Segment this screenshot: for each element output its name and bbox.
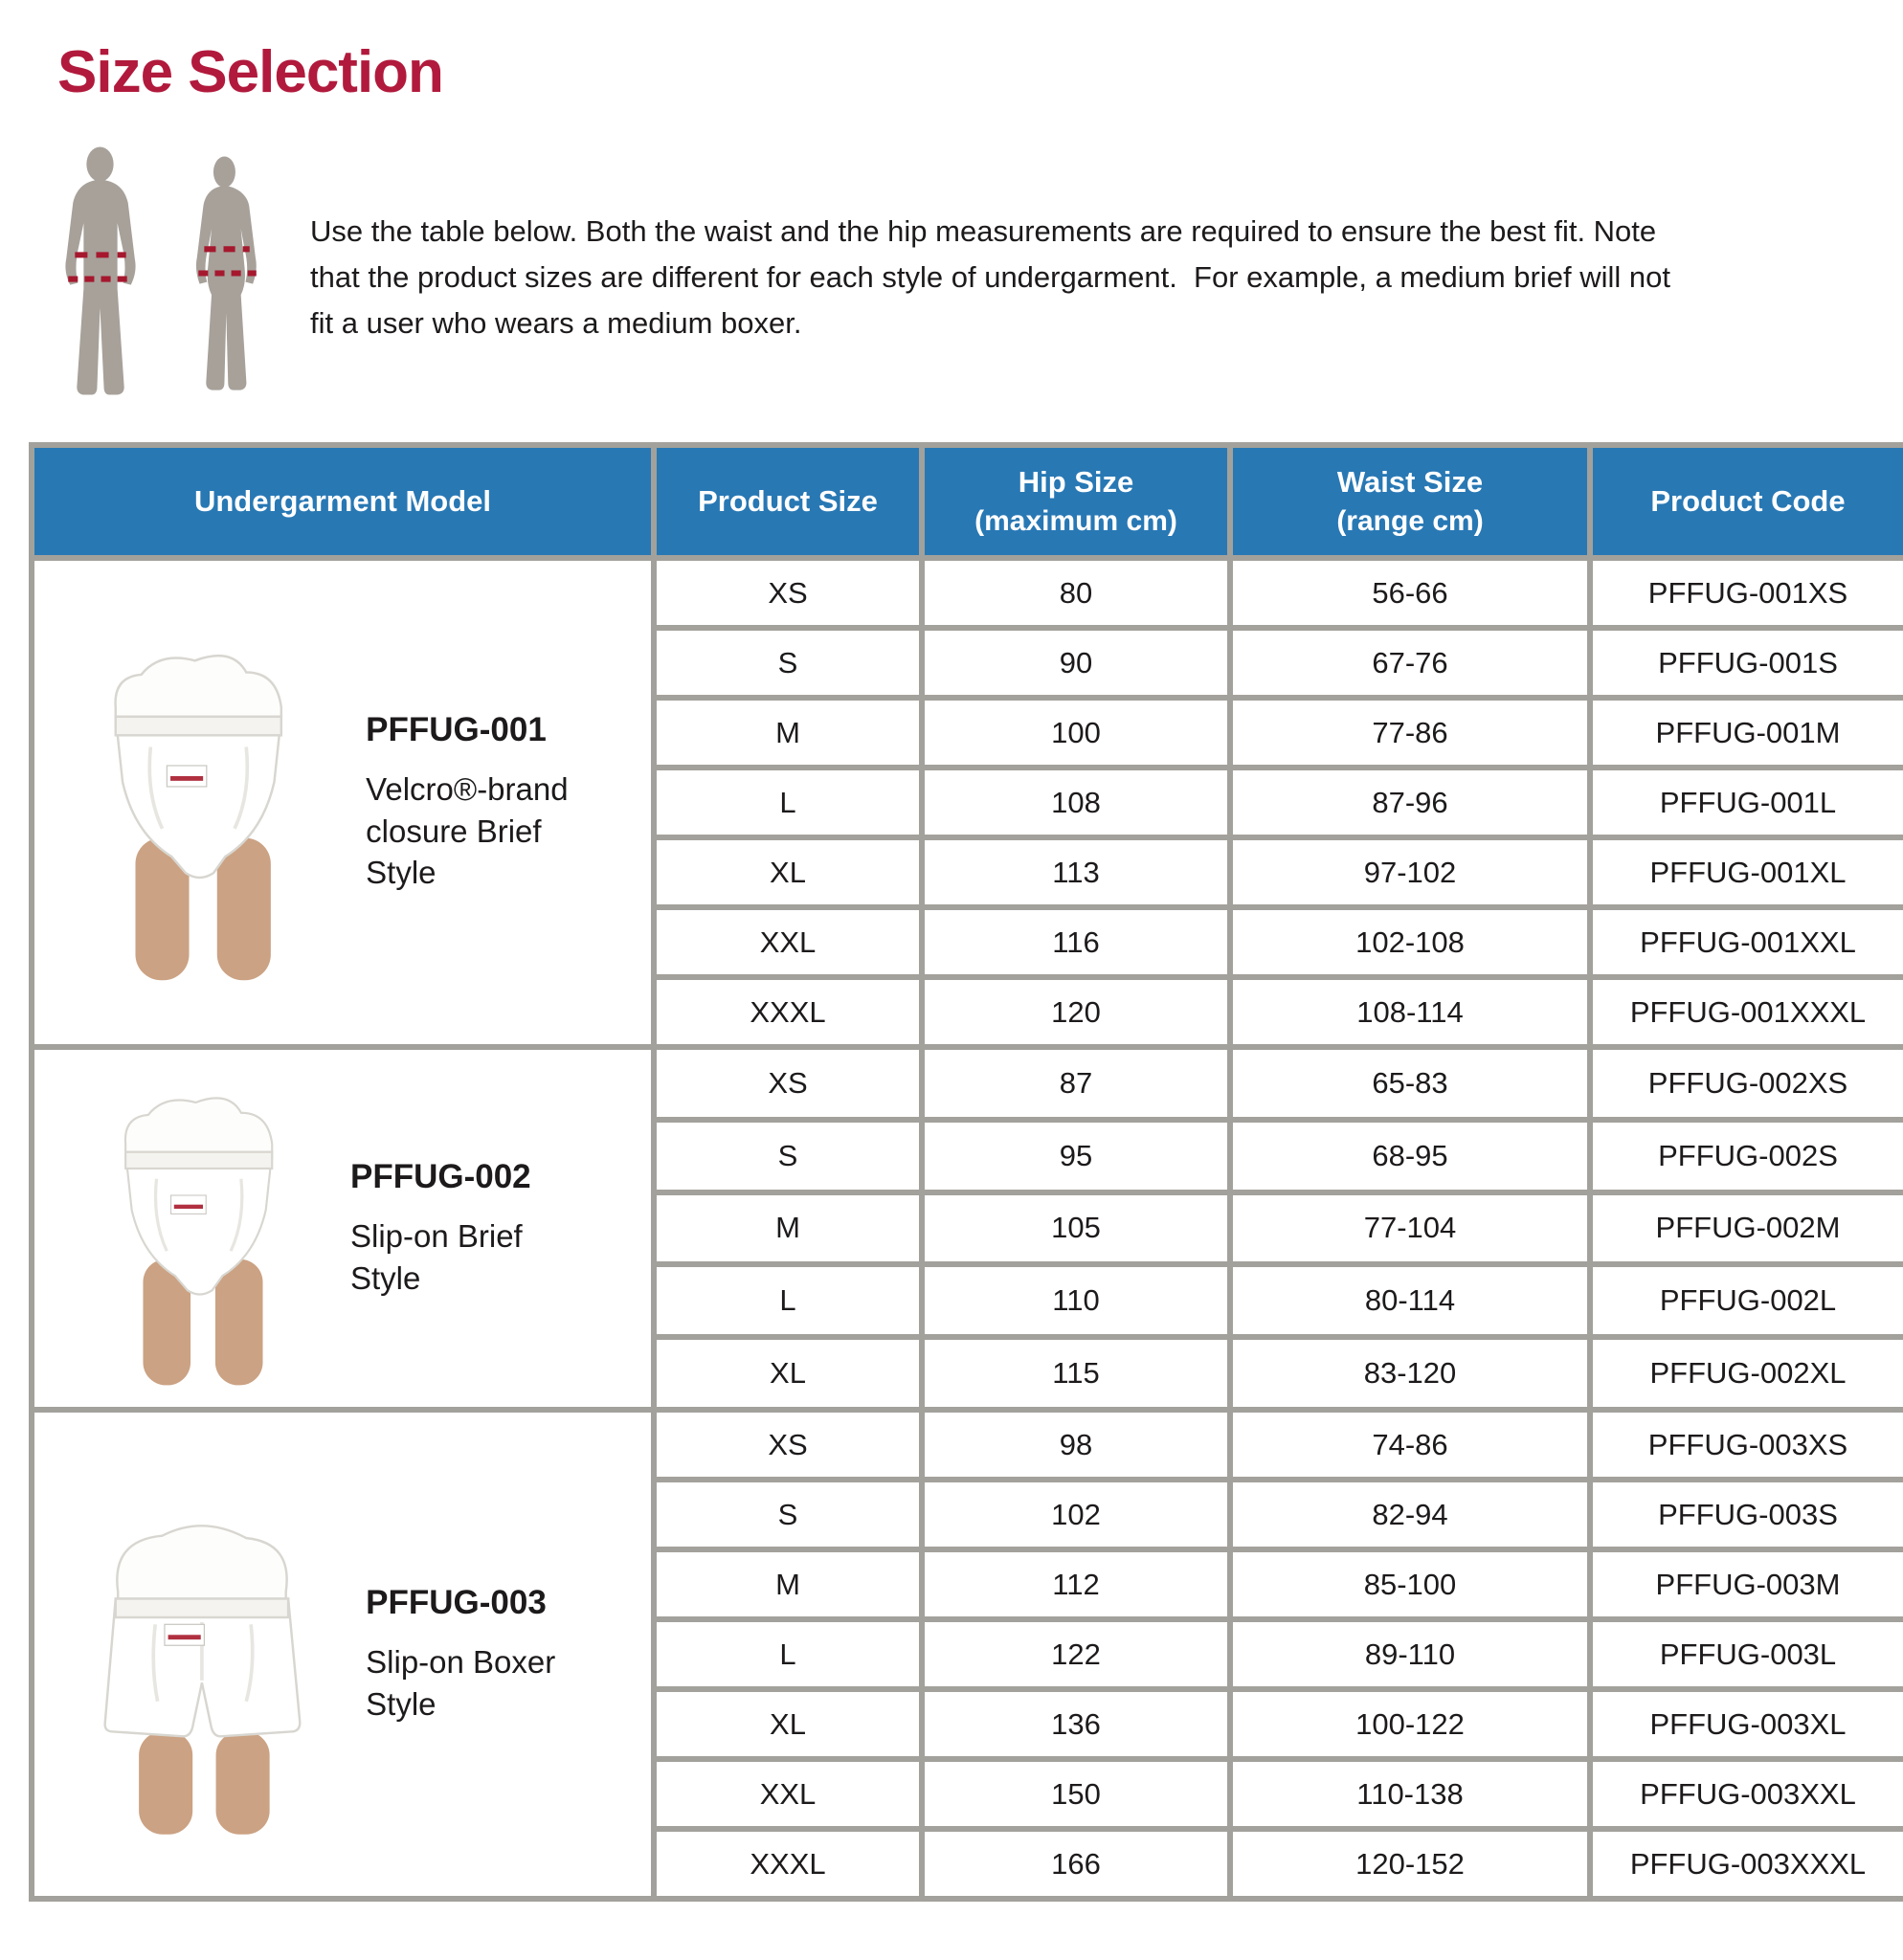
col-header-hip-size <box>925 448 1227 555</box>
col-header-label: Product Size <box>698 483 878 518</box>
waist-size-cell: 110-138 <box>1233 1762 1587 1826</box>
waist-size-cell: 102-108 <box>1233 910 1587 974</box>
slip-on-boxer-photo <box>69 1468 337 1841</box>
model-text <box>350 1158 601 1299</box>
product-code-cell: PFFUG-003M <box>1593 1552 1903 1616</box>
model-style: Velcro®-brand closure Brief Style <box>366 771 569 891</box>
hip-size-cell: 108 <box>925 770 1227 835</box>
col-header-label: Hip Size <box>1018 465 1134 500</box>
col-header-undergarment-model <box>34 448 651 555</box>
waist-size-cell: 68-95 <box>1233 1123 1587 1190</box>
product-code-cell: PFFUG-002L <box>1593 1267 1903 1334</box>
hip-size-cell: 105 <box>925 1195 1227 1262</box>
page-title: Size Selection <box>57 39 443 105</box>
model-code: PFFUG-002 <box>349 1157 531 1195</box>
model-cell-pffug-003 <box>34 1413 651 1896</box>
product-code-cell: PFFUG-001XXXL <box>1593 980 1903 1044</box>
size-row-pffug-002-xs <box>34 1050 1903 1117</box>
table-header <box>34 448 1903 555</box>
model-code: PFFUG-001 <box>366 711 547 749</box>
waist-size-cell: 67-76 <box>1233 631 1587 695</box>
waist-size-cell: 77-104 <box>1233 1195 1587 1262</box>
slip-on-boxer-photo <box>69 1468 337 1841</box>
velcro-closure-brief-photo <box>69 616 337 990</box>
hip-size-cell: 87 <box>925 1050 1227 1117</box>
hip-size-cell: 110 <box>925 1267 1227 1334</box>
size-selection-table <box>29 442 1903 1902</box>
hip-size-cell: 136 <box>925 1692 1227 1756</box>
product-size-cell: XL <box>657 1340 919 1407</box>
product-code-cell: PFFUG-002S <box>1593 1123 1903 1190</box>
hip-size-cell: 113 <box>925 840 1227 904</box>
model-info <box>42 1468 643 1841</box>
slip-on-brief-photo <box>84 1063 322 1393</box>
col-header-label: Undergarment Model <box>193 483 492 518</box>
product-size-cell: L <box>657 1267 919 1334</box>
slip-on-brief-photo <box>84 1063 322 1393</box>
hip-size-cell: 122 <box>925 1622 1227 1686</box>
size-row-pffug-001-xs <box>34 561 1903 625</box>
waist-size-cell: 100-122 <box>1233 1692 1587 1756</box>
hip-size-cell: 80 <box>925 561 1227 625</box>
model-cell-pffug-001 <box>34 561 651 1044</box>
product-code-cell: PFFUG-003L <box>1593 1622 1903 1686</box>
hip-size-cell: 100 <box>925 701 1227 765</box>
product-size-cell: S <box>657 631 919 695</box>
product-size-cell: L <box>657 770 919 835</box>
hip-size-cell: 115 <box>925 1340 1227 1407</box>
product-size-cell: XXL <box>657 1762 919 1826</box>
product-code-cell: PFFUG-003S <box>1593 1482 1903 1547</box>
hip-size-cell: 102 <box>925 1482 1227 1547</box>
product-size-cell: XXXL <box>657 1832 919 1896</box>
product-size-cell: L <box>657 1622 919 1686</box>
waist-size-cell: 80-114 <box>1233 1267 1587 1334</box>
body-silhouettes-figure <box>40 145 281 402</box>
waist-size-cell: 97-102 <box>1233 840 1587 904</box>
hip-size-cell: 112 <box>925 1552 1227 1616</box>
product-size-cell: S <box>657 1482 919 1547</box>
col-header-product-code <box>1593 448 1903 555</box>
product-size-cell: S <box>657 1123 919 1190</box>
model-info <box>42 1063 643 1393</box>
waist-size-cell: 77-86 <box>1233 701 1587 765</box>
col-header-product-size <box>657 448 919 555</box>
product-size-cell: XS <box>657 561 919 625</box>
waist-size-cell: 87-96 <box>1233 770 1587 835</box>
waist-size-cell: 65-83 <box>1233 1050 1587 1117</box>
product-code-cell: PFFUG-003XL <box>1593 1692 1903 1756</box>
product-code-cell: PFFUG-002XS <box>1593 1050 1903 1117</box>
model-style: Slip-on Brief Style <box>349 1217 523 1296</box>
intro-section <box>40 145 1698 402</box>
intro-text: Use the table below. Both the waist and the hip measurements are required to ensure the best fit. Note that the product sizes are different for each style of undergarment. For example, a medium brief will not fit a user who wears a medium boxer. <box>310 214 1679 341</box>
product-code-cell: PFFUG-001XXL <box>1593 910 1903 974</box>
table-header-row <box>34 448 1903 555</box>
velcro-closure-brief-photo <box>69 616 337 990</box>
hip-size-cell: 150 <box>925 1762 1227 1826</box>
waist-size-cell: 85-100 <box>1233 1552 1587 1616</box>
product-code-cell: PFFUG-001M <box>1593 701 1903 765</box>
product-size-cell: M <box>657 1552 919 1616</box>
col-header-sublabel: (range cm) <box>1336 504 1484 537</box>
hip-size-cell: 98 <box>925 1413 1227 1477</box>
col-header-waist-size <box>1233 448 1587 555</box>
product-size-cell: XL <box>657 1692 919 1756</box>
hip-size-cell: 116 <box>925 910 1227 974</box>
model-info <box>42 616 643 990</box>
male-silhouette <box>65 146 135 394</box>
size-row-pffug-003-xs <box>34 1413 1903 1477</box>
product-size-cell: XXXL <box>657 980 919 1044</box>
product-size-cell: XL <box>657 840 919 904</box>
product-size-cell: XXL <box>657 910 919 974</box>
body-measurement-diagram <box>40 145 281 402</box>
waist-size-cell: 56-66 <box>1233 561 1587 625</box>
hip-size-cell: 95 <box>925 1123 1227 1190</box>
product-code-cell: PFFUG-003XS <box>1593 1413 1903 1477</box>
product-size-cell: XS <box>657 1050 919 1117</box>
product-code-cell: PFFUG-001S <box>1593 631 1903 695</box>
model-text <box>366 711 616 894</box>
model-cell-pffug-002 <box>34 1050 651 1407</box>
table-body <box>34 561 1903 1896</box>
col-header-label: Product Code <box>1650 483 1846 518</box>
model-style: Slip-on Boxer Style <box>366 1643 556 1722</box>
product-size-cell: XS <box>657 1413 919 1477</box>
waist-size-cell: 108-114 <box>1233 980 1587 1044</box>
product-code-cell: PFFUG-002M <box>1593 1195 1903 1262</box>
hip-size-cell: 166 <box>925 1832 1227 1896</box>
product-size-cell: M <box>657 1195 919 1262</box>
product-code-cell: PFFUG-001L <box>1593 770 1903 835</box>
hip-size-cell: 90 <box>925 631 1227 695</box>
waist-size-cell: 120-152 <box>1233 1832 1587 1896</box>
model-text <box>366 1584 616 1725</box>
waist-size-cell: 83-120 <box>1233 1340 1587 1407</box>
product-code-cell: PFFUG-003XXL <box>1593 1762 1903 1826</box>
product-size-cell: M <box>657 701 919 765</box>
product-code-cell: PFFUG-003XXXL <box>1593 1832 1903 1896</box>
waist-size-cell: 89-110 <box>1233 1622 1587 1686</box>
col-header-label: Waist Size <box>1336 465 1484 500</box>
hip-size-cell: 120 <box>925 980 1227 1044</box>
waist-size-cell: 82-94 <box>1233 1482 1587 1547</box>
product-code-cell: PFFUG-002XL <box>1593 1340 1903 1407</box>
col-header-sublabel: (maximum cm) <box>974 504 1177 537</box>
product-code-cell: PFFUG-001XS <box>1593 561 1903 625</box>
waist-size-cell: 74-86 <box>1233 1413 1587 1477</box>
model-code: PFFUG-003 <box>366 1583 547 1621</box>
product-code-cell: PFFUG-001XL <box>1593 840 1903 904</box>
